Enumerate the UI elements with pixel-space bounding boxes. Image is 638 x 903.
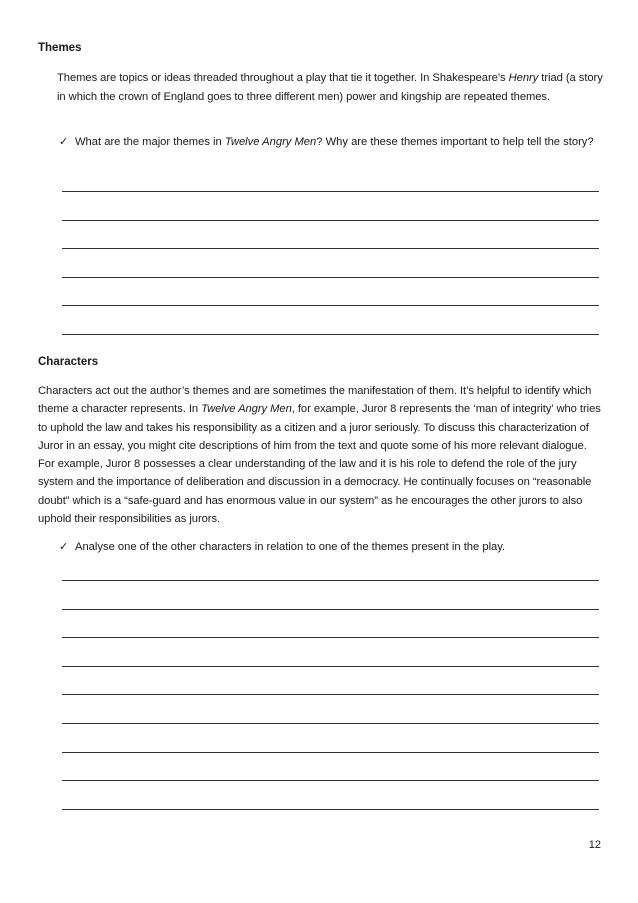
answer-line[interactable] [62, 277, 599, 278]
themes-intro: Themes are topics or ideas threaded throughout a play that tie it together. In Shakespeare’s Henry triad (a story in which the crown of England goes to three different men) power and kingship are repeated themes. [57, 72, 603, 103]
characters-paragraph: Characters act out the author’s themes and are sometimes the manifestation of them. It’s helpful to identify which theme a character represents. In Twelve Angry Men, for example, Juror 8 represents the ‘man of integrity’ who tries to uphold the law and takes his responsibility as a citizen and a juror seriously. To discuss this characterization of Juror in an essay, you might cite descriptions of him from the text and quote some of his more relevant dialogue. For example, Juror 8 possesses a clear understanding of the law and it is his role to defend the role of the jury system and the importance of deliberation and discussion in a democracy. He continually focuses on “reasonable doubt” which is a “safe-guard and has enormous value in our system” as he encourages the other jurors to also uphold their responsibilities as jurors. [38, 385, 601, 526]
answer-line[interactable] [62, 694, 599, 695]
characters-heading: Characters [38, 356, 99, 368]
answer-line[interactable] [62, 248, 599, 249]
themes-heading: Themes [38, 42, 82, 54]
answer-line[interactable] [62, 220, 599, 221]
answer-line[interactable] [62, 752, 599, 753]
characters-question-text: Analyse one of the other characters in relation to one of the themes present in the play. [75, 541, 506, 553]
themes-question-text: What are the major themes in Twelve Angry Men? Why are these themes important to help tell the story? [75, 136, 594, 148]
answer-line[interactable] [62, 580, 599, 581]
answer-line[interactable] [62, 723, 599, 724]
answer-line[interactable] [62, 666, 599, 667]
answer-line[interactable] [62, 637, 599, 638]
characters-question [59, 538, 605, 556]
answer-line[interactable] [62, 334, 599, 335]
answer-line[interactable] [62, 780, 599, 781]
page-number: 12 [588, 839, 601, 851]
answer-line[interactable] [62, 809, 599, 810]
answer-line[interactable] [62, 191, 599, 192]
check-icon: ✓ [59, 541, 69, 553]
answer-line[interactable] [62, 305, 599, 306]
themes-question [59, 133, 605, 151]
answer-line[interactable] [62, 609, 599, 610]
check-icon: ✓ [59, 136, 69, 148]
